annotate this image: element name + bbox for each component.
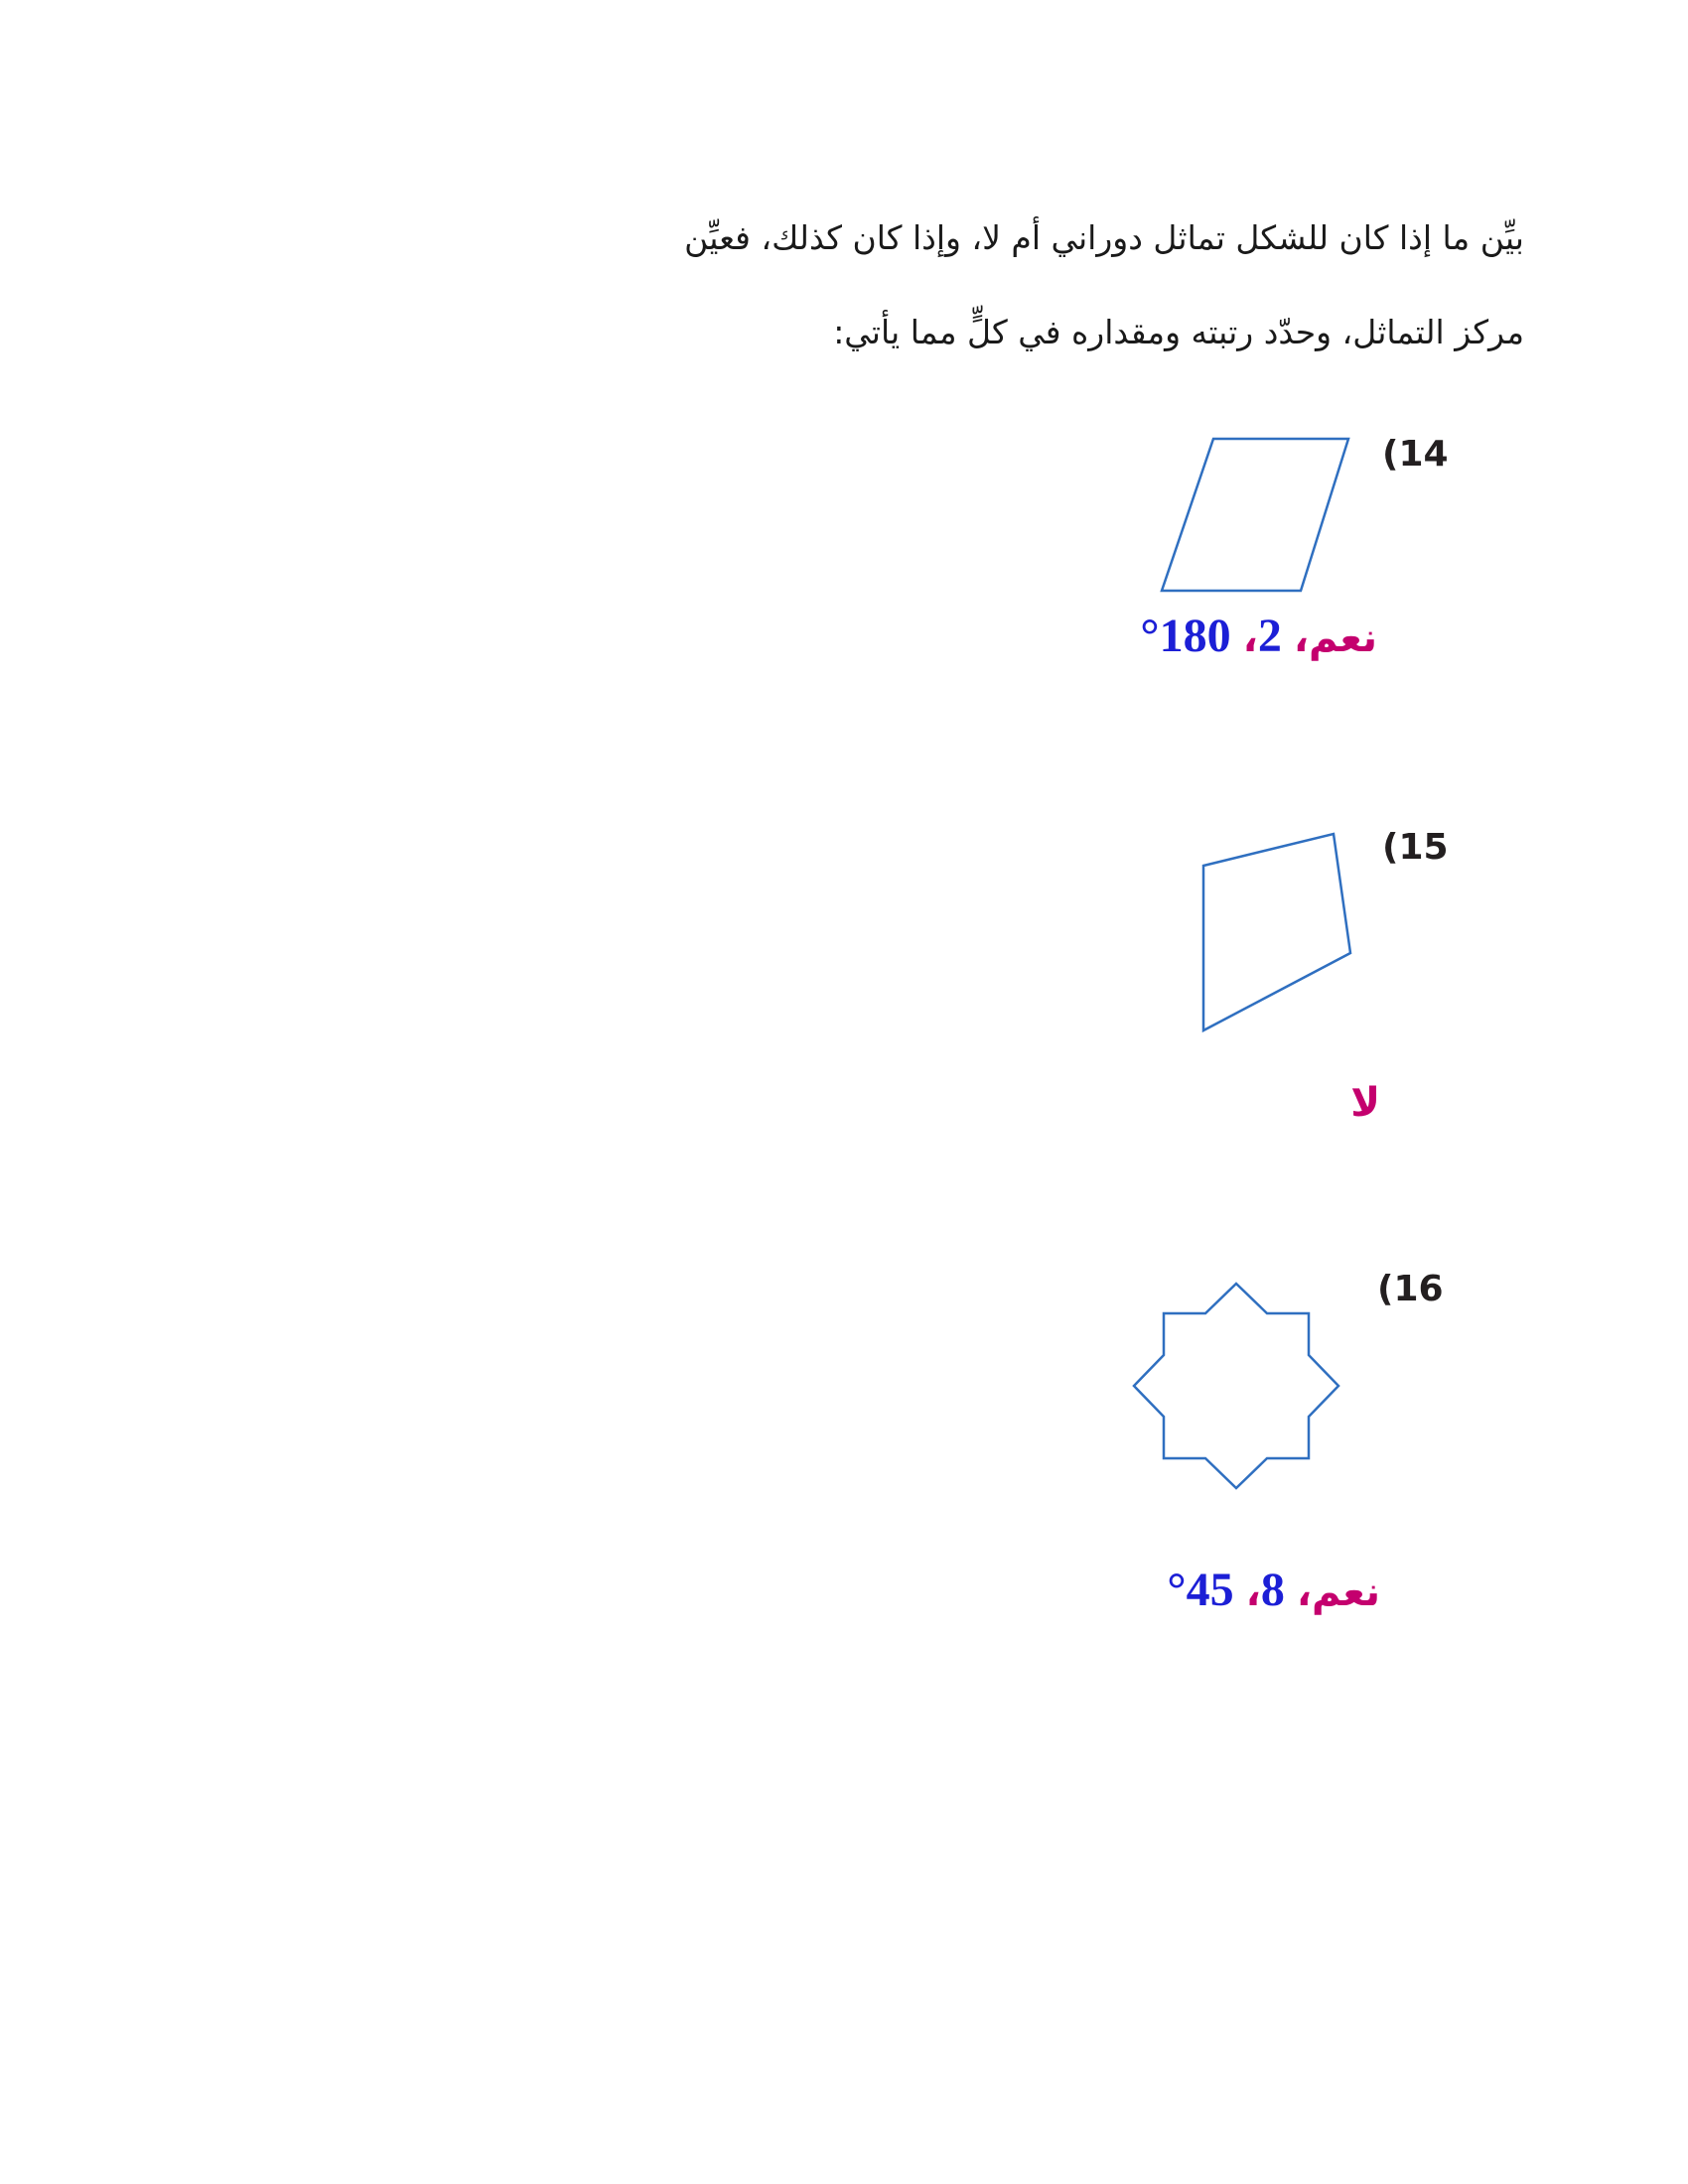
quadrilateral-shape	[1203, 834, 1350, 1030]
question-15-number: (15	[1382, 827, 1449, 868]
answer-15-word: لا	[1350, 1080, 1380, 1126]
parallelogram-shape	[1162, 439, 1348, 591]
question-14-answer	[1140, 610, 1377, 662]
question-14-number: (14	[1382, 434, 1449, 475]
answer-16-word: نعم	[1312, 1570, 1380, 1615]
question-16-number: (16	[1377, 1269, 1444, 1309]
instructions-line-2: مركز التماثل، وحدّد رتبته ومقداره في كلٍّ مما يأتي:	[833, 313, 1524, 351]
answer-16-angle: 45°	[1167, 1564, 1234, 1616]
answer-14-word: نعم	[1309, 615, 1377, 661]
question-15-quadrilateral	[1192, 824, 1370, 1042]
eight-point-star-shape	[1134, 1284, 1338, 1488]
answer-16-sep-1: ،	[1296, 1570, 1313, 1615]
question-15-answer	[1350, 1077, 1380, 1125]
question-16-answer	[1167, 1564, 1380, 1616]
answer-14-sep-1: ،	[1293, 615, 1310, 661]
answer-14-order: 2	[1257, 610, 1282, 662]
question-14-parallelogram	[1152, 427, 1370, 606]
instructions	[511, 191, 1524, 379]
answer-16-order: 8	[1260, 1564, 1285, 1616]
answer-14-angle: 180°	[1140, 610, 1231, 662]
answer-16-sep-2: ،	[1245, 1570, 1261, 1615]
instructions-line-1: بيِّن ما إذا كان للشكل تماثل دوراني أم لا، وإذا كان كذلك، فعيِّن	[684, 218, 1524, 257]
answer-14-sep-2: ،	[1242, 615, 1258, 661]
question-16-star	[1122, 1276, 1350, 1504]
